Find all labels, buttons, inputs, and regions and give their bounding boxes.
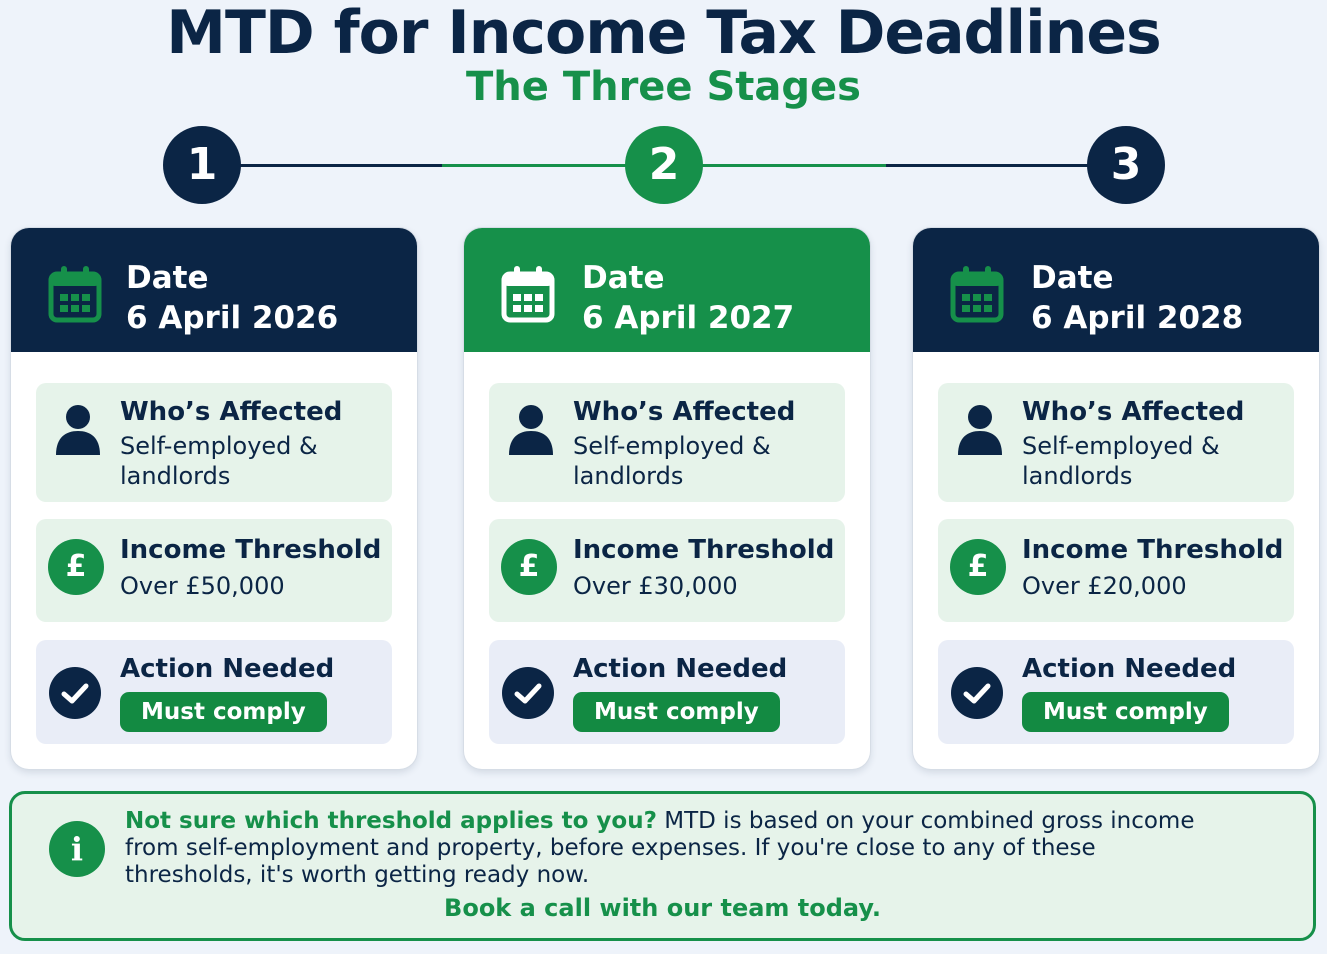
stage-card-3 [913, 228, 1319, 769]
step-1-badge: 1 [163, 126, 241, 204]
affected-text: Self-employed & landlords [1022, 432, 1220, 490]
pound-icon: £ [48, 539, 104, 595]
page-title: MTD for Income Tax Deadlines [166, 0, 1161, 68]
must-comply-badge: Must comply [573, 692, 780, 732]
threshold-title: Income Threshold [1022, 535, 1284, 565]
person-icon [54, 403, 102, 455]
timeline [0, 118, 1327, 218]
action-title: Action Needed [120, 654, 335, 684]
affected-title: Who’s Affected [1022, 397, 1245, 427]
calendar-icon [500, 264, 556, 324]
threshold-title: Income Threshold [573, 535, 835, 565]
date-label: Date [126, 260, 209, 296]
affected-box [938, 383, 1294, 502]
threshold-box [938, 519, 1294, 622]
action-title: Action Needed [573, 654, 788, 684]
check-icon [501, 666, 555, 720]
date-label: Date [1031, 260, 1114, 296]
timeline-connector [240, 164, 442, 167]
action-title: Action Needed [1022, 654, 1237, 684]
page-subtitle: The Three Stages [466, 64, 861, 110]
threshold-title: Income Threshold [120, 535, 382, 565]
threshold-box [489, 519, 845, 622]
affected-text: Self-employed & landlords [573, 432, 771, 490]
threshold-text: Over £20,000 [1022, 572, 1187, 600]
date-value: 6 April 2027 [582, 300, 795, 336]
info-question: Not sure which threshold applies to you? [125, 808, 657, 834]
date-value: 6 April 2028 [1031, 300, 1244, 336]
threshold-text: Over £50,000 [120, 572, 285, 600]
calendar-icon [949, 264, 1005, 324]
affected-title: Who’s Affected [573, 397, 796, 427]
pound-icon: £ [501, 539, 557, 595]
threshold-box [36, 519, 392, 622]
timeline-connector [886, 164, 1090, 167]
check-icon [950, 666, 1004, 720]
action-box [489, 640, 845, 744]
must-comply-badge: Must comply [120, 692, 327, 732]
book-call-link[interactable]: Book a call with our team today. [444, 894, 881, 922]
stage-card-2 [464, 228, 870, 769]
step-2-badge: 2 [625, 126, 703, 204]
card-header [11, 228, 417, 352]
person-icon [956, 403, 1004, 455]
affected-title: Who’s Affected [120, 397, 343, 427]
card-header [464, 228, 870, 352]
date-value: 6 April 2026 [126, 300, 339, 336]
affected-text: Self-employed & landlords [120, 432, 318, 490]
card-date [1031, 258, 1243, 338]
action-box [938, 640, 1294, 744]
step-3-badge: 3 [1087, 126, 1165, 204]
calendar-icon [47, 264, 103, 324]
check-icon [48, 666, 102, 720]
action-box [36, 640, 392, 744]
stage-card-1 [11, 228, 417, 769]
person-icon [507, 403, 555, 455]
threshold-text: Over £30,000 [573, 572, 738, 600]
card-header [913, 228, 1319, 352]
info-icon: i [49, 821, 105, 877]
must-comply-badge: Must comply [1022, 692, 1229, 732]
info-body: MTD is based on your combined gross income from self-employment and property, before expenses. If you're close to any of these thresholds, it's worth getting ready now. [125, 808, 1195, 888]
info-banner [9, 791, 1316, 941]
card-date [582, 258, 794, 338]
affected-box [489, 383, 845, 502]
date-label: Date [582, 260, 665, 296]
pound-icon: £ [950, 539, 1006, 595]
affected-box [36, 383, 392, 502]
info-text [125, 808, 1215, 889]
card-date [126, 258, 338, 338]
